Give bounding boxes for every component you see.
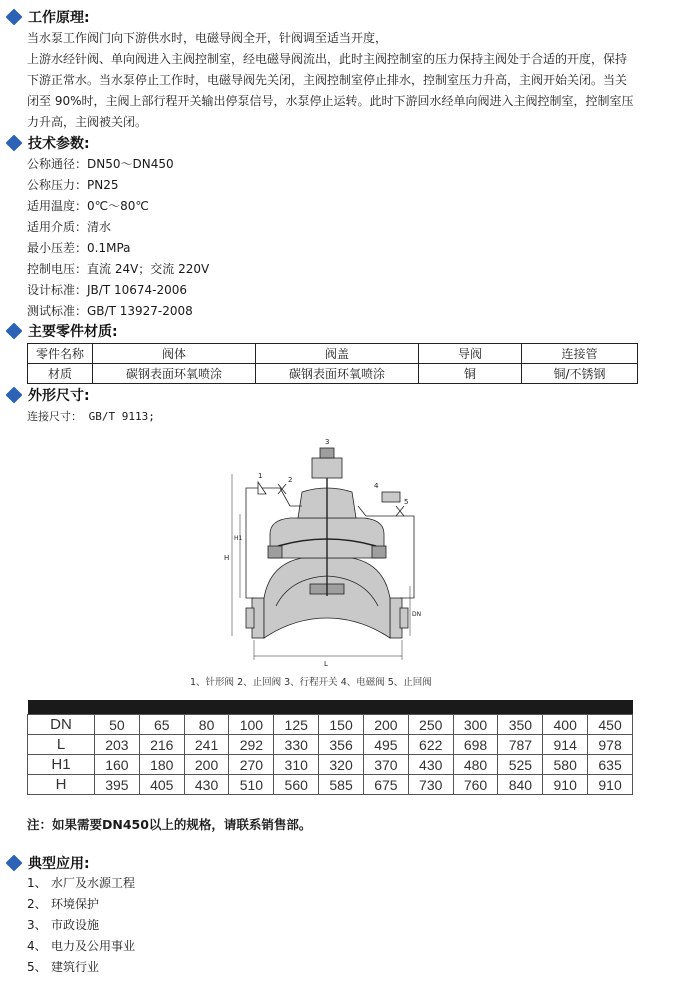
check-valve-symbol: [278, 484, 286, 494]
materials-table: [27, 343, 638, 384]
list-number: 2、: [27, 897, 47, 911]
table-cell: 125: [274, 715, 319, 735]
list-item: [27, 957, 135, 978]
table-cell: 635: [588, 755, 633, 775]
spec-item: 设计标准：JB/T 10674-2006: [27, 283, 188, 297]
left-flange-lip: [246, 608, 254, 628]
table-row: [28, 755, 633, 775]
note-text: 注：如果需要DN450以上的规格，请联系销售部。: [27, 817, 312, 832]
dim-label-dn: DN: [412, 611, 422, 618]
table-row: [28, 344, 638, 364]
row-label: H: [28, 775, 95, 795]
table-cell: 675: [363, 775, 408, 795]
table-cell: 698: [453, 735, 498, 755]
table-cell: 铜: [419, 364, 522, 384]
principle-line: 当水泵工作阀门向下游供水时，电磁导阀全开，针阀调至适当开度，: [27, 31, 388, 45]
table-cell: 356: [319, 735, 364, 755]
table-cell: 430: [408, 755, 453, 775]
table-cell: 330: [274, 735, 319, 755]
dim-label-h1: H1: [234, 535, 243, 542]
callout-1: 1: [258, 472, 263, 480]
table-cell: 580: [543, 755, 588, 775]
bonnet-bolt-right: [372, 546, 386, 558]
table-header-bar: [28, 700, 633, 715]
table-cell: 400: [543, 715, 588, 735]
table-cell: 阀盖: [256, 344, 419, 364]
list-item: [27, 873, 135, 894]
spec-item: 最小压差：0.1MPa: [27, 241, 131, 255]
spec-item: 公称通径：DN50～DN450: [27, 157, 174, 171]
principle-line: 上游水经针阀、单向阀进入主阀控制室，经电磁导阀流出，此时主阀控制室的压力保持主阀处于合适的开度，保持: [27, 52, 628, 66]
table-cell: 250: [408, 715, 453, 735]
right-pipe-upper: [358, 506, 390, 516]
table-cell: 430: [184, 775, 229, 795]
table-cell: 碳钢表面环氧喷涂: [93, 364, 256, 384]
table-cell: 395: [95, 775, 140, 795]
list-number: 5、: [27, 960, 47, 974]
table-cell: 910: [543, 775, 588, 795]
list-text: 建筑行业: [51, 960, 100, 974]
diamond-bullet-icon: [6, 135, 23, 152]
table-cell: 450: [588, 715, 633, 735]
table-cell: 阀体: [93, 344, 256, 364]
principle-text: [27, 28, 637, 133]
section-title: 工作原理:: [28, 10, 90, 26]
list-number: 4、: [27, 939, 47, 953]
table-cell: 65: [139, 715, 184, 735]
table-row: [28, 775, 633, 795]
table-cell: 铜/不锈钢: [522, 364, 638, 384]
spec-list: [27, 154, 209, 322]
drawing-legend: 1、针形阀 2、止回阀 3、行程开关 4、电磁阀 5、止回阀: [190, 677, 432, 688]
list-item: [27, 936, 135, 957]
list-item: [27, 915, 135, 936]
section-materials: [6, 321, 118, 341]
table-cell: 370: [363, 755, 408, 775]
diamond-bullet-icon: [6, 387, 23, 404]
table-cell: 760: [453, 775, 498, 795]
table-row: [28, 715, 633, 735]
callout-4: 4: [374, 482, 379, 490]
spec-item: 测试标准：GB/T 13927-2008: [27, 304, 193, 318]
limit-switch: [312, 458, 342, 478]
table-cell: 730: [408, 775, 453, 795]
table-cell: 914: [543, 735, 588, 755]
callout-5: 5: [404, 498, 409, 506]
valve-drawing: [210, 436, 420, 670]
limit-switch-cap: [320, 448, 334, 458]
table-cell: 622: [408, 735, 453, 755]
principle-line: 闭至 90%时，主阀上部行程开关输出停泵信号，水泵停止运转。此时下游回水经单向阀进入主阀控制室，控制室压: [27, 94, 634, 108]
section-applications: [6, 853, 90, 873]
list-text: 电力及公用事业: [51, 939, 136, 953]
table-cell: 270: [229, 755, 274, 775]
table-cell: 203: [95, 735, 140, 755]
table-cell: 200: [363, 715, 408, 735]
section-title: 技术参数:: [28, 136, 90, 152]
section-principle: [6, 7, 90, 27]
principle-line: 力升高，主阀被关闭。: [27, 115, 148, 129]
list-text: 市政设施: [51, 918, 100, 932]
table-cell: 292: [229, 735, 274, 755]
bonnet-bolt-left: [268, 546, 282, 558]
table-cell: 连接管: [522, 344, 638, 364]
callout-3: 3: [325, 438, 330, 446]
table-cell: 787: [498, 735, 543, 755]
table-cell: 160: [95, 755, 140, 775]
table-cell: 350: [498, 715, 543, 735]
diamond-bullet-icon: [6, 323, 23, 340]
table-cell: 200: [184, 755, 229, 775]
diamond-bullet-icon: [6, 9, 23, 26]
callout-2: 2: [288, 476, 293, 484]
solenoid-valve: [382, 492, 400, 502]
section-specs: [6, 133, 90, 153]
table-row: [28, 735, 633, 755]
table-cell: 480: [453, 755, 498, 775]
table-cell: 150: [319, 715, 364, 735]
table-cell: 碳钢表面环氧喷涂: [256, 364, 419, 384]
table-cell: 560: [274, 775, 319, 795]
row-label: DN: [28, 715, 95, 735]
spec-item: 适用温度：0℃～80℃: [27, 199, 149, 213]
row-label: H1: [28, 755, 95, 775]
row-label: L: [28, 735, 95, 755]
table-cell: 525: [498, 755, 543, 775]
table-cell: 导阀: [419, 344, 522, 364]
spec-item: 控制电压：直流 24V；交流 220V: [27, 262, 210, 276]
connection-standard: 连接尺寸： GB/T 9113;: [27, 410, 155, 423]
list-number: 3、: [27, 918, 47, 932]
spec-item: 公称压力：PN25: [27, 178, 119, 192]
table-cell: 495: [363, 735, 408, 755]
right-pipe: [390, 516, 414, 598]
spec-item: 适用介质：清水: [27, 220, 112, 234]
dim-label-h: H: [224, 554, 230, 562]
table-cell: 100: [229, 715, 274, 735]
table-cell: 材质: [28, 364, 93, 384]
list-text: 水厂及水源工程: [51, 876, 136, 890]
diamond-bullet-icon: [6, 855, 23, 872]
table-cell: 510: [229, 775, 274, 795]
left-pipe: [246, 488, 264, 598]
principle-line: 下游正常水。当水泵停止工作时，电磁导阀先关闭，主阀控制室停止排水，控制室压力升高，主阀开始关闭。当关: [27, 73, 628, 87]
table-cell: 840: [498, 775, 543, 795]
table-cell: 310: [274, 755, 319, 775]
right-flange-lip: [400, 608, 408, 628]
applications-list: [27, 873, 135, 978]
section-dimensions: [6, 385, 90, 405]
table-cell: 910: [588, 775, 633, 795]
table-cell: 零件名称: [28, 344, 93, 364]
dim-label-l: L: [324, 660, 328, 668]
table-cell: 241: [184, 735, 229, 755]
table-cell: 300: [453, 715, 498, 735]
list-number: 1、: [27, 876, 47, 890]
section-title: 主要零件材质:: [28, 324, 118, 340]
table-cell: 50: [95, 715, 140, 735]
table-cell: 180: [139, 755, 184, 775]
table-row: [28, 364, 638, 384]
list-text: 环境保护: [51, 897, 100, 911]
table-cell: 320: [319, 755, 364, 775]
table-cell: 216: [139, 735, 184, 755]
section-title: 典型应用:: [28, 856, 90, 872]
table-cell: 405: [139, 775, 184, 795]
table-cell: 978: [588, 735, 633, 755]
check-valve-2-symbol: [396, 506, 404, 516]
section-title: 外形尺寸:: [28, 388, 90, 404]
dimensions-table: [27, 700, 633, 795]
table-cell: 585: [319, 775, 364, 795]
table-cell: 80: [184, 715, 229, 735]
list-item: [27, 894, 135, 915]
